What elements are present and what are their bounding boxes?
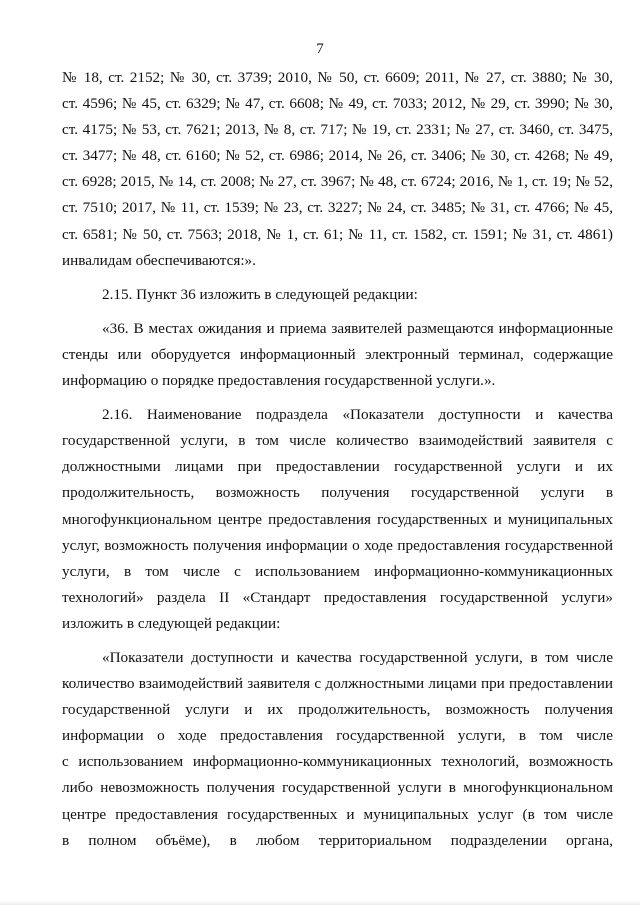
scan-edge [0,901,640,905]
text-line: должностными лицами при предоставлении государственной услуги и их [62,458,613,476]
text-line: продолжительность, возможность получения государственной услуги в [62,484,613,502]
text-line: в полном объёме), в любом территориальном подразделении органа, [62,831,613,849]
paragraph-citations [62,65,613,274]
text-line: инвалидам обеспечиваются:». [62,251,256,269]
text-line: услуг, возможность получения информации о ходе предоставления государственной [62,536,613,554]
text-line: № 18, ст. 2152; № 30, ст. 3739; 2010, № 50, ст. 6609; 2011, № 27, ст. 3880; № 30, [62,69,613,86]
text-line: количество взаимодействий заявителя с должностными лицами при предоставлении [62,675,613,693]
paragraph-indicators [62,645,613,854]
text-line: информации о ходе предоставления государственной услуги, в том числе [62,727,613,745]
text-line: государственной услуги, в том числе количество взаимодействий заявителя с [62,432,613,450]
text-line: ст. 4175; № 53, ст. 7621; 2013, № 8, ст. 717; № 19, ст. 2331; № 27, ст. 3460, ст. 3475, [62,121,613,139]
text-line: ст. 6928; 2015, № 14, ст. 2008; № 27, ст. 3967; № 48, ст. 6724; 2016, № 1, ст. 19; № 52, [62,173,613,191]
text-line: либо невозможность получения государственной услуги в многофункциональном [62,779,613,797]
text-line: стенды или оборудуется информационный электронный терминал, содержащие [62,345,613,363]
text-line: услуги, в том числе с использованием информационно-коммуникационных [62,562,613,580]
text-line: «36. В местах ожидания и приема заявителей размещаются информационные [102,319,613,337]
text-line: изложить в следующей редакции: [62,614,281,632]
paragraph-2-15 [62,282,613,308]
text-line: 2.15. Пункт 36 изложить в следующей редакции: [102,285,418,303]
text-line: «Показатели доступности и качества государственной услуги, в том числе [102,648,613,666]
text-line: информацию о порядке предоставления государственной услуги.». [62,372,496,390]
text-line: с использованием информационно-коммуникационных технологий, возможность [62,753,613,771]
text-line: ст. 3477; № 48, ст. 6160; № 52, ст. 6986; 2014, № 26, ст. 3406; № 30, ст. 4268; № 49, [62,147,613,165]
text-line: многофункциональном центре предоставления государственных и муниципальных [62,510,613,528]
paragraph-item-36 [62,316,613,394]
text-line: государственной услуги и их продолжительность, возможность получения [62,701,613,719]
text-line: ст. 4596; № 45, ст. 6329; № 47, ст. 6608; № 49, ст. 7033; 2012, № 29, ст. 3990; № 30, [62,95,613,113]
text-line: ст. 7510; 2017, № 11, ст. 1539; № 23, ст. 3227; № 24, ст. 3485; № 31, ст. 4766; № 45, [62,199,613,217]
text-line: ст. 6581; № 50, ст. 7563; 2018, № 1, ст. 61; № 11, ст. 1582, ст. 1591; № 31, ст. 4861) [62,225,613,243]
page-number: 7 [316,41,324,57]
document-body [62,65,613,854]
text-line: 2.16. Наименование подраздела «Показатели доступности и качества [102,406,613,424]
text-line: центре предоставления государственных и муниципальных услуг (в том числе [62,805,613,823]
paragraph-2-16 [62,402,613,637]
text-line: технологий» раздела II «Стандарт предоставления государственной услуги» [62,588,613,606]
